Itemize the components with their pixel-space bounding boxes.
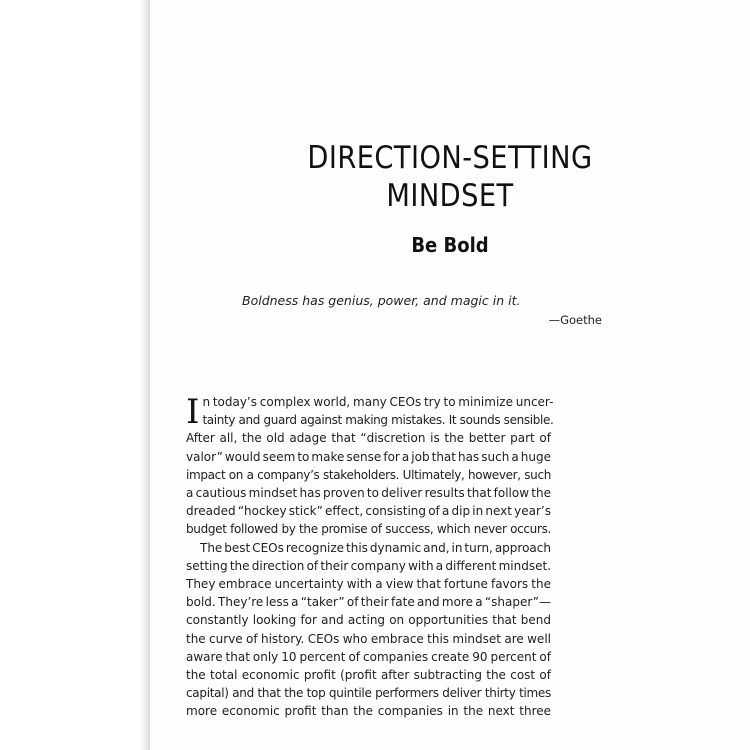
chapter-subtitle: Be Bold: [411, 233, 489, 257]
text-line: valor” would seem to make sense for a job that has such a huge: [186, 449, 551, 464]
text-line: budget followed by the promise of success, which never occurs.: [186, 522, 551, 537]
text-line: setting the direction of their company with a different mindset.: [186, 558, 551, 573]
chapter-title-line-2: MINDSET: [386, 178, 514, 214]
text-line: more economic profit than the companies in the next three: [186, 704, 551, 719]
text-line: The best CEOs recognize this dynamic and, in turn, approach: [200, 540, 551, 555]
text-line: n today’s complex world, many CEOs try to minimize uncer-: [202, 395, 554, 409]
text-line: tainty and guard against making mistakes. It sounds sensible.: [202, 413, 554, 428]
epigraph-attribution: —Goethe: [548, 313, 602, 327]
text-line: They embrace uncertainty with a view that fortune favors the: [186, 577, 551, 592]
text-line: the curve of history. CEOs who embrace this mindset are well: [186, 631, 551, 646]
drop-cap: I: [186, 392, 200, 432]
epigraph-quote: Boldness has genius, power, and magic in it.: [242, 293, 521, 308]
text-line: bold. They’re less a “taker” of their fate and more a “shaper”—: [186, 595, 551, 610]
text-line: After all, the old adage that “discretion is the better part of: [186, 431, 551, 446]
text-line: a cautious mindset has proven to deliver results that follow the: [186, 486, 551, 501]
text-line: the total economic profit (profit after subtracting the cost of: [186, 668, 551, 683]
chapter-title-line-1: DIRECTION-SETTING: [307, 140, 593, 176]
text-line: aware that only 10 percent of companies create 90 percent of: [186, 649, 551, 664]
body-text: [186, 392, 554, 721]
text-line: impact on a company’s stakeholders. Ultimately, however, such: [186, 467, 551, 482]
page-gutter: [0, 0, 150, 750]
paragraph-1: [186, 392, 554, 539]
text-line: dreaded “hockey stick” effect, consisting of a dip in next year’s: [186, 504, 551, 519]
paragraph-2: [186, 539, 551, 721]
book-page: [150, 0, 750, 750]
text-line: constantly looking for and acting on opportunities that bend: [186, 613, 551, 628]
text-line: capital) and that the top quintile performers deliver thirty times: [186, 686, 551, 701]
